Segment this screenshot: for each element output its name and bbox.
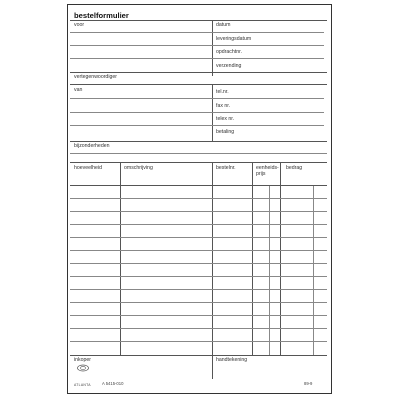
table-row <box>70 341 327 342</box>
field-betaling[interactable]: betaling <box>216 129 235 135</box>
field-opdrachtnr[interactable]: opdrachtnr. <box>216 49 242 55</box>
header-bestelnr: bestelnr. <box>216 165 236 171</box>
field-verzending[interactable]: verzending <box>216 63 242 69</box>
form-title: bestelformulier <box>74 11 129 20</box>
table-row <box>70 276 327 277</box>
field-leveringsdatum[interactable]: leveringsdatum <box>216 36 252 42</box>
section-divider-3 <box>70 141 327 142</box>
bijzonderheden-line <box>70 153 327 154</box>
voor-line-1 <box>70 32 212 33</box>
leveringsdatum-line <box>212 45 324 46</box>
header-column-divider <box>212 20 213 76</box>
field-telnr[interactable]: tel.nr. <box>216 89 229 95</box>
telnr-line <box>70 98 324 99</box>
field-inkoper[interactable]: inkoper <box>74 357 92 363</box>
title-divider <box>70 20 327 21</box>
header-eenheidsprijs: eenheids- prijs <box>256 165 279 177</box>
table-row <box>70 263 327 264</box>
table-row <box>70 224 327 225</box>
opdrachtnr-line <box>212 58 324 59</box>
field-faxnr[interactable]: fax nr. <box>216 103 231 109</box>
voor-line-2 <box>70 45 212 46</box>
table-bottom-border <box>70 355 327 356</box>
footer-brand: ATLANTA <box>74 383 91 387</box>
section-divider-1 <box>70 72 327 73</box>
header-bedrag: bedrag <box>286 165 303 171</box>
table-col-divider-1 <box>120 162 121 355</box>
table-row <box>70 250 327 251</box>
table-row <box>70 198 327 199</box>
table-col-divider-2 <box>212 162 213 355</box>
order-form-sheet <box>67 4 332 394</box>
table-row <box>70 237 327 238</box>
signature-column-divider <box>212 355 213 379</box>
atlanta-logo-icon <box>76 364 90 373</box>
footer-revision: 89-9 <box>304 381 313 386</box>
header-hoeveelheid: hoeveelheid <box>74 165 102 171</box>
field-voor[interactable]: voor <box>74 22 85 28</box>
table-top-border <box>70 162 327 163</box>
voor-line-3 <box>70 58 212 59</box>
faxnr-line <box>70 112 324 113</box>
table-header-bottom <box>70 185 327 186</box>
table-col-divider-4 <box>280 162 281 355</box>
datum-line <box>212 32 324 33</box>
field-vertegenwoordiger[interactable]: vertegenwoordiger <box>74 74 117 80</box>
field-bijzonderheden[interactable]: bijzonderheden <box>74 143 110 149</box>
table-row <box>70 328 327 329</box>
field-telexnr[interactable]: telex nr. <box>216 116 235 122</box>
table-row <box>70 289 327 290</box>
field-van[interactable]: van <box>74 87 83 93</box>
table-row <box>70 211 327 212</box>
table-col-divider-3 <box>252 162 253 355</box>
telexnr-line <box>70 125 324 126</box>
field-datum[interactable]: datum <box>216 22 231 28</box>
table-row <box>70 315 327 316</box>
table-row <box>70 302 327 303</box>
field-handtekening[interactable]: handtekening <box>216 357 248 363</box>
footer-code: A 5415-010 <box>102 381 124 386</box>
header-omschrijving: omschrijving <box>124 165 153 171</box>
section-divider-2 <box>70 84 327 85</box>
